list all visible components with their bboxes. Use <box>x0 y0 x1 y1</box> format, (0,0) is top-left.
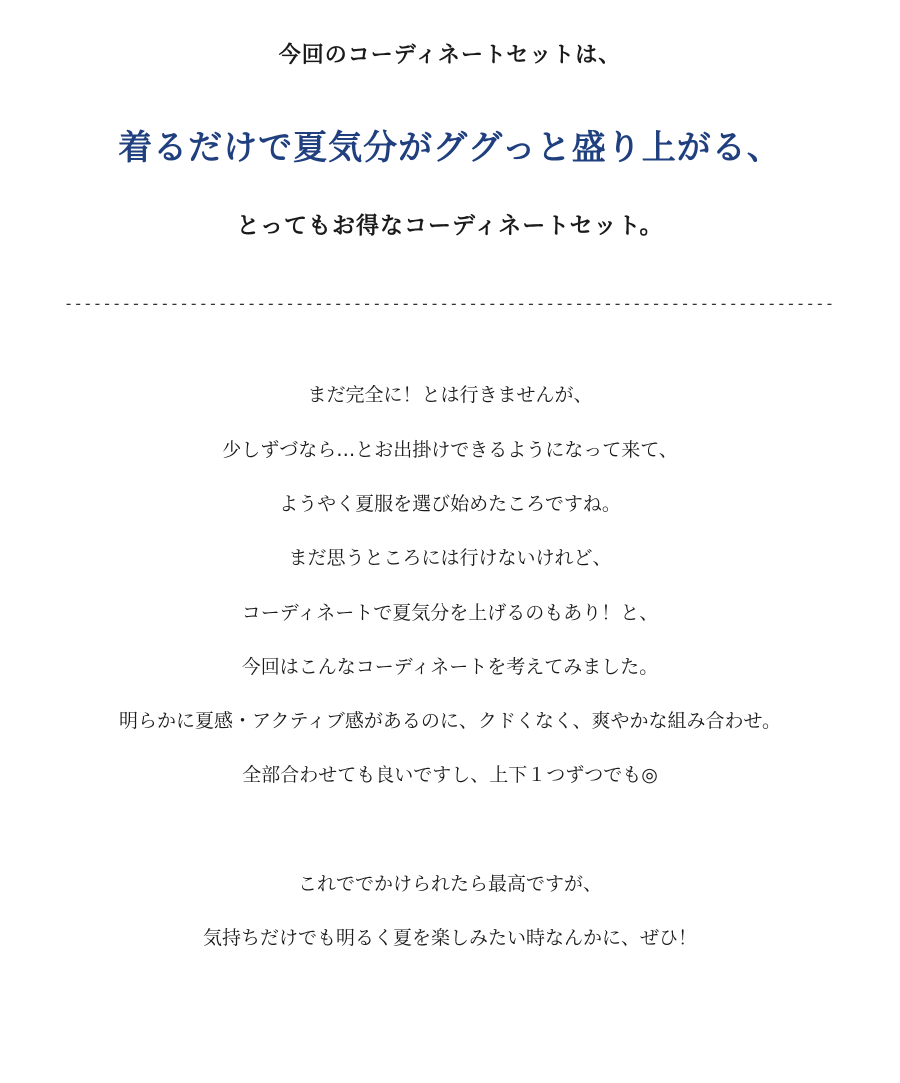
body-line: 明らかに夏感・アクティブ感があるのに、クドくなく、爽やかな組み合わせ。 <box>119 710 781 732</box>
body-line: 少しずづなら…とお出掛けできるようになって来て、 <box>222 439 678 461</box>
body-line: 気持ちだけでも明るく夏を楽しみたい時なんかに、ぜひ！ <box>202 927 697 949</box>
body-line: まだ思うところには行けないけれど、 <box>288 547 612 569</box>
body-line: 全部合わせても良いですし、上下１つずつでも◎ <box>242 764 658 786</box>
intro-text: 今回のコーディネートセットは、 <box>278 43 622 68</box>
body-line: ようやく夏服を選び始めたころですね。 <box>279 493 621 515</box>
body-line: まだ完全に！とは行きませんが、 <box>307 384 593 406</box>
dashed-divider: -------------------------------------------------------------------------------- <box>63 294 835 313</box>
body-line: 今回はこんなコーディネートを考えてみました。 <box>241 656 659 678</box>
subhead-text: とってもお得なコーディネートセット。 <box>236 213 664 239</box>
headline-text: 着るだけで夏気分がググっと盛り上がる、 <box>118 128 782 168</box>
body-line: コーディネートで夏気分を上げるのもあり！と、 <box>241 602 659 624</box>
body-line: これででかけられたら最高ですが、 <box>297 873 602 895</box>
